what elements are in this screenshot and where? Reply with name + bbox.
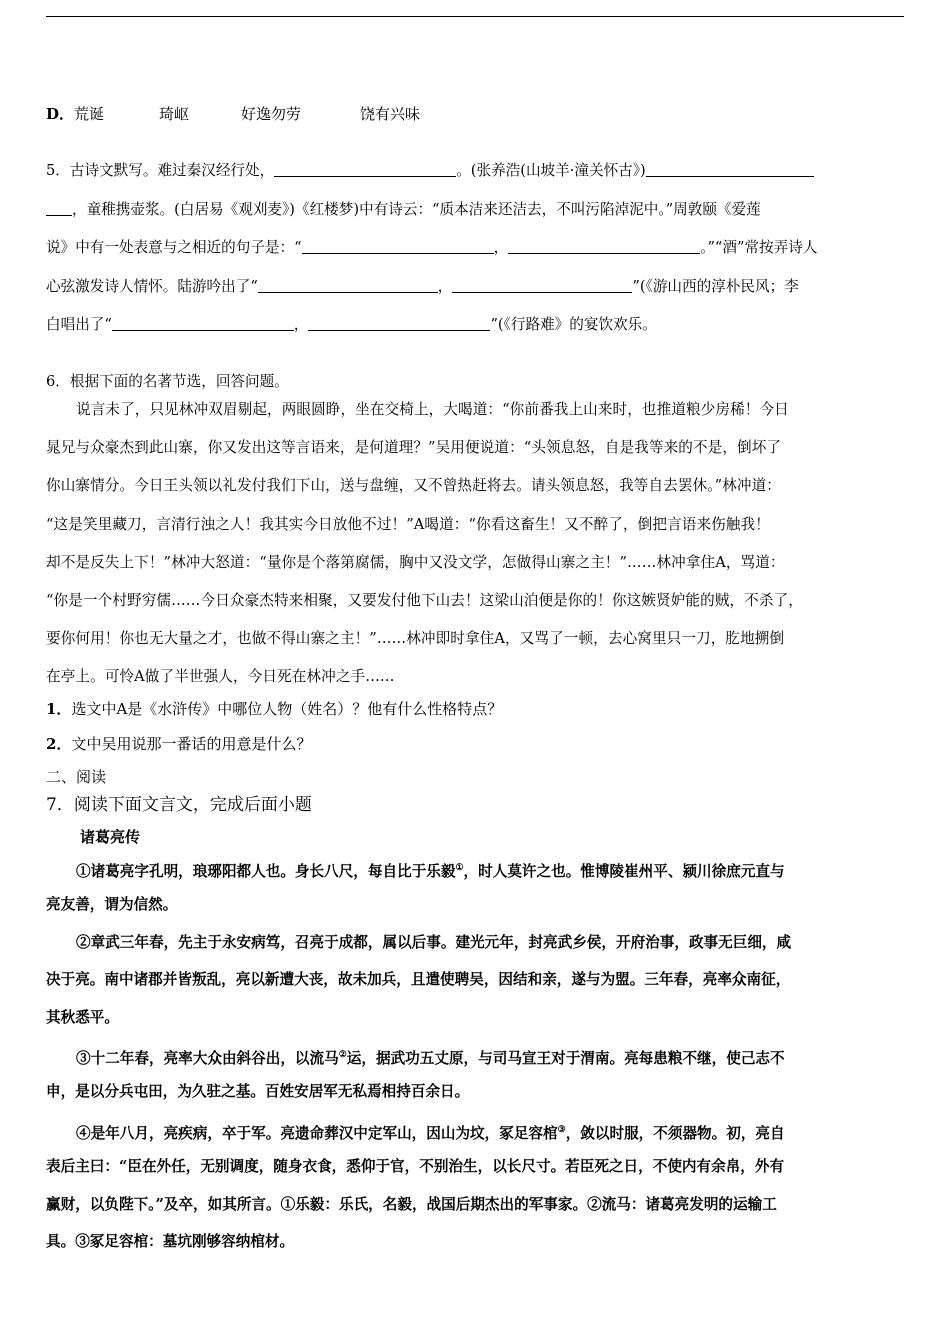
q7-passage-line [46, 1119, 904, 1156]
q5-line-2 [46, 198, 904, 237]
q7-passage [46, 857, 904, 1268]
q7-passage-line [46, 857, 904, 894]
q5-text: 。”“酒”常按弄诗人 [700, 239, 818, 256]
q6-subquestion-1 [46, 698, 904, 719]
q7-text: ④是年八月，亮疾病，卒于军。亮遗命葬汉中定军山，因山为坟，冢足容棺 [76, 1124, 558, 1142]
option-d-label: D． [46, 105, 75, 123]
option-d-word-2: 琦岖 [159, 105, 190, 123]
answer-blank[interactable] [302, 238, 494, 254]
passage-title: 诸葛亮传 [80, 828, 141, 846]
question-5 [46, 159, 904, 352]
q6-passage-line: 你山寨情分。今日王头领以礼发付我们下山，送与盘缠，又不曾热赶将去。请头领息怒，我等自去罢休。”林冲道： [46, 477, 781, 495]
q5-line-1 [46, 159, 904, 198]
answer-blank[interactable] [452, 277, 632, 293]
q5-text: ， [493, 239, 509, 256]
q6-passage [46, 399, 904, 705]
q5-text: 。(张养浩(山坡羊·潼关怀古》) [456, 162, 646, 179]
q7-text: 运，据武功五丈原，与司马宣王对于渭南。亮每患粮不继，使己志不 [346, 1049, 785, 1067]
answer-blank[interactable] [112, 315, 294, 331]
q6-passage-line: 要你何用！你也无大量之才，也做不得山寨之主！”……林冲即时拿住A，又骂了一顿，去心窝里只一刀，肐地搠倒 [46, 630, 785, 648]
sub-number: 2． [46, 735, 72, 753]
q7-title: 7．阅读下面文言文，完成后面小题 [46, 795, 312, 815]
q6-passage-line: “这是笑里藏刀，言清行浊之人！我其实今日放他不过！”A喝道：“你看这畜生！又不醉了，倒把言语来伤触我！ [46, 515, 770, 533]
answer-blank[interactable] [508, 238, 700, 254]
q6-passage-line: 却不是反失上下！”林冲大怒道：“量你是个落第腐儒，胸中又没文学，怎做得山寨之主！”……林冲拿住A，骂道： [46, 553, 785, 571]
q7-passage-line: 具。③冢足容棺：墓坑刚够容纳棺材。 [46, 1232, 295, 1250]
q5-text: ， [293, 316, 309, 333]
q6-passage-line: 晁兄与众豪杰到此山寨，你又发出这等言语来，是何道理？”吴用便说道：“头领息怒，自是我等来的不是，倒坏了 [46, 439, 782, 457]
q6-title: 6．根据下面的名著节选，回答问题。 [46, 373, 289, 390]
sub-text: 选文中A是《水浒传》中哪位人物（姓名）？他有什么性格特点？ [71, 700, 503, 718]
q5-text: ”(《行路难》的宴饮欢乐。 [490, 316, 657, 333]
q6-passage-line: “你是一个村野穷儒……今日众豪杰特来相聚，又要发付他下山去！这梁山泊便是你的！你这嫉贤妒能的贼，不杀了， [46, 591, 803, 609]
q5-line-3 [46, 236, 904, 275]
section-heading: 二、阅读 [46, 768, 107, 786]
option-d-word-4: 饶有兴味 [360, 105, 421, 123]
q5-line-5 [46, 313, 904, 352]
q7-text: ③十二年春，亮率大众由斜谷出，以流马 [76, 1049, 339, 1067]
answer-blank[interactable] [258, 277, 438, 293]
q5-text: 说》中有一处表意与之相近的句子是：“ [46, 239, 302, 256]
sub-text: 文中吴用说那一番话的用意是什么？ [71, 735, 312, 753]
q6-passage-line: 说言未了，只见林冲双眉剔起，两眼圆睁，坐在交椅上，大喝道：“你前番我上山来时，也推道粮少房稀！今日 [76, 401, 789, 418]
q5-text: 白唱出了“ [46, 316, 112, 333]
answer-blank[interactable] [274, 161, 456, 177]
answer-blank[interactable] [646, 161, 814, 177]
option-d-word-1: 荒诞 [74, 105, 105, 123]
q7-passage-line: 申，是以分兵屯田，为久驻之基。百姓安居军无私焉相持百余日。 [46, 1083, 470, 1101]
q5-text: 心弦激发诗人情怀。陆游吟出了“ [46, 277, 258, 295]
q7-text: ①诸葛亮字孔明，琅琊阳都人也。身长八尺，每自比于乐毅 [76, 862, 456, 880]
answer-blank[interactable] [46, 200, 72, 216]
q5-text: 5．古诗文默写。难过秦汉经行处， [46, 162, 275, 179]
sub-number: 1． [46, 700, 72, 718]
q6-passage-line: 在亭上。可怜A做了半世强人，今日死在林冲之手…… [46, 668, 395, 686]
q7-text: ，敛以时服，不须器物。初，亮自 [565, 1124, 785, 1142]
q7-passage-line: 其秋悉平。 [46, 1008, 119, 1026]
footnote-mark: ③ [557, 1124, 566, 1135]
q7-passage-line: 表后主曰：“臣在外任，无别调度，随身衣食，悉仰于官，不别治生，以长尺寸。若臣死之日，不使内有余帛，外有 [46, 1158, 785, 1176]
q5-text: ， [437, 277, 453, 295]
footnote-mark: ② [338, 1049, 347, 1060]
q7-passage-line: ②章武三年春，先主于永安病笃，召亮于成都，属以后事。建光元年，封亮武乡侯，开府治事，政事无巨细，咸 [76, 933, 792, 951]
answer-blank[interactable] [308, 315, 490, 331]
q5-text: ，童稚携壶浆。(白居易《观刈麦》)《红楼梦)中有诗云：“质本洁来还洁去，不叫污陷淖泥中。”周敦颐《爱莲 [72, 200, 761, 218]
q5-line-4 [46, 275, 904, 314]
header-rule [46, 16, 904, 17]
q7-passage-line: 决于亮。南中诸郡并皆叛乱，亮以新遭大丧，故未加兵，且遣使聘吴，因结和亲，遂与为盟。三年春，亮率众南征， [46, 971, 791, 989]
option-d-word-3: 好逸勿劳 [241, 105, 302, 123]
footnote-mark: ① [455, 863, 464, 873]
q7-passage-line: 亮友善，谓为信然。 [46, 896, 178, 914]
q5-text: ”(《游山西的淳朴民风；李 [632, 277, 799, 295]
q7-passage-line [46, 1044, 904, 1081]
q6-subquestion-2 [46, 733, 904, 754]
q7-passage-line: 赢财，以负陛下。”及卒，如其所言。①乐毅：乐氏，名毅，战国后期杰出的军事家。②流马：诸葛亮发明的运输工 [46, 1195, 777, 1213]
q7-text: ，时人莫许之也。惟博陵崔州平、颍川徐庶元直与 [463, 862, 785, 880]
